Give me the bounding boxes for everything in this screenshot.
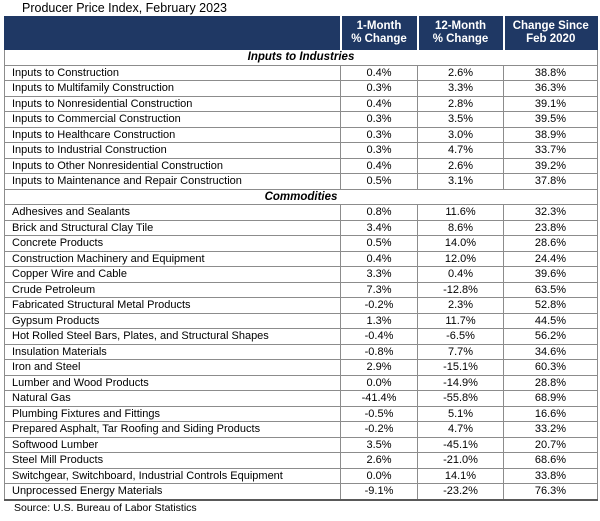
one-month-value: 0.3% [341, 112, 418, 128]
one-month-value: -41.4% [341, 391, 418, 407]
one-month-value: 3.4% [341, 220, 418, 236]
header-12-month-line2: % Change [432, 33, 489, 45]
twelve-month-value: 7.7% [418, 344, 504, 360]
table-row [5, 81, 598, 97]
table-row [5, 236, 598, 252]
table-row [5, 205, 598, 221]
change-since-feb-2020-value: 68.6% [504, 453, 598, 469]
change-since-feb-2020-value: 68.9% [504, 391, 598, 407]
table-row [5, 267, 598, 283]
header-1-month-line2: % Change [351, 33, 407, 45]
table-row [5, 158, 598, 174]
one-month-value: 0.4% [341, 158, 418, 174]
row-label: Iron and Steel [5, 360, 341, 376]
row-label: Plumbing Fixtures and Fittings [5, 406, 341, 422]
twelve-month-value: 11.6% [418, 205, 504, 221]
table-row [5, 127, 598, 143]
change-since-feb-2020-value: 39.2% [504, 158, 598, 174]
row-label: Adhesives and Sealants [5, 205, 341, 221]
change-since-feb-2020-value: 23.8% [504, 220, 598, 236]
twelve-month-value: 14.1% [418, 468, 504, 484]
one-month-value: 0.3% [341, 143, 418, 159]
row-label: Inputs to Healthcare Construction [5, 127, 341, 143]
change-since-feb-2020-value: 39.6% [504, 267, 598, 283]
table-row [5, 251, 598, 267]
table-row [5, 468, 598, 484]
twelve-month-value: -23.2% [418, 484, 504, 500]
twelve-month-value: 8.6% [418, 220, 504, 236]
twelve-month-value: 0.4% [418, 267, 504, 283]
one-month-value: -0.4% [341, 329, 418, 345]
table-row [5, 96, 598, 112]
twelve-month-value: 5.1% [418, 406, 504, 422]
twelve-month-value: 2.6% [418, 158, 504, 174]
change-since-feb-2020-value: 39.1% [504, 96, 598, 112]
one-month-value: 0.5% [341, 174, 418, 190]
source-note: Source: U.S. Bureau of Labor Statistics [14, 501, 197, 514]
table-row [5, 406, 598, 422]
change-since-feb-2020-value: 33.8% [504, 468, 598, 484]
table-header [5, 17, 598, 50]
twelve-month-value: -14.9% [418, 375, 504, 391]
change-since-feb-2020-value: 44.5% [504, 313, 598, 329]
twelve-month-value: 12.0% [418, 251, 504, 267]
section-heading-row [5, 50, 598, 66]
row-label: Inputs to Commercial Construction [5, 112, 341, 128]
row-label: Insulation Materials [5, 344, 341, 360]
one-month-value: 0.4% [341, 251, 418, 267]
section-heading-row [5, 189, 598, 205]
twelve-month-value: 3.0% [418, 127, 504, 143]
section-heading: Inputs to Industries [5, 50, 598, 66]
header-1-month-line1: 1-Month [356, 19, 402, 32]
row-label: Softwood Lumber [5, 437, 341, 453]
header-12-month [418, 17, 504, 50]
table-row [5, 329, 598, 345]
one-month-value: 3.5% [341, 437, 418, 453]
change-since-feb-2020-value: 56.2% [504, 329, 598, 345]
table-row [5, 360, 598, 376]
twelve-month-value: -12.8% [418, 282, 504, 298]
twelve-month-value: 4.7% [418, 143, 504, 159]
header-change-since-line1: Change Since [512, 19, 589, 32]
table-row [5, 174, 598, 190]
one-month-value: -0.8% [341, 344, 418, 360]
row-label: Construction Machinery and Equipment [5, 251, 341, 267]
twelve-month-value: 2.8% [418, 96, 504, 112]
twelve-month-value: 4.7% [418, 422, 504, 438]
row-label: Fabricated Structural Metal Products [5, 298, 341, 314]
twelve-month-value: 14.0% [418, 236, 504, 252]
row-label: Inputs to Nonresidential Construction [5, 96, 341, 112]
twelve-month-value: 3.5% [418, 112, 504, 128]
row-label: Copper Wire and Cable [5, 267, 341, 283]
change-since-feb-2020-value: 34.6% [504, 344, 598, 360]
change-since-feb-2020-value: 24.4% [504, 251, 598, 267]
one-month-value: 0.4% [341, 65, 418, 81]
twelve-month-value: 2.3% [418, 298, 504, 314]
table-body [5, 50, 598, 500]
change-since-feb-2020-value: 36.3% [504, 81, 598, 97]
change-since-feb-2020-value: 63.5% [504, 282, 598, 298]
change-since-feb-2020-value: 38.9% [504, 127, 598, 143]
one-month-value: 0.0% [341, 375, 418, 391]
change-since-feb-2020-value: 33.2% [504, 422, 598, 438]
change-since-feb-2020-value: 28.6% [504, 236, 598, 252]
row-label: Gypsum Products [5, 313, 341, 329]
one-month-value: 7.3% [341, 282, 418, 298]
one-month-value: 0.4% [341, 96, 418, 112]
row-label: Inputs to Multifamily Construction [5, 81, 341, 97]
table-row [5, 282, 598, 298]
table-row [5, 484, 598, 500]
twelve-month-value: -15.1% [418, 360, 504, 376]
twelve-month-value: -55.8% [418, 391, 504, 407]
row-label: Inputs to Maintenance and Repair Construction [5, 174, 341, 190]
table-row [5, 375, 598, 391]
change-since-feb-2020-value: 33.7% [504, 143, 598, 159]
one-month-value: 2.6% [341, 453, 418, 469]
row-label: Steel Mill Products [5, 453, 341, 469]
header-change-since-line2: Feb 2020 [526, 33, 576, 45]
twelve-month-value: 2.6% [418, 65, 504, 81]
row-label: Prepared Asphalt, Tar Roofing and Siding Products [5, 422, 341, 438]
one-month-value: 1.3% [341, 313, 418, 329]
table-row [5, 391, 598, 407]
one-month-value: 0.5% [341, 236, 418, 252]
one-month-value: 0.3% [341, 127, 418, 143]
row-label: Lumber and Wood Products [5, 375, 341, 391]
page-title: Producer Price Index, February 2023 [22, 1, 227, 15]
row-label: Hot Rolled Steel Bars, Plates, and Structural Shapes [5, 329, 341, 345]
row-label: Inputs to Construction [5, 65, 341, 81]
table-row [5, 65, 598, 81]
change-since-feb-2020-value: 32.3% [504, 205, 598, 221]
twelve-month-value: 3.1% [418, 174, 504, 190]
row-label: Unprocessed Energy Materials [5, 484, 341, 500]
row-label: Inputs to Other Nonresidential Construction [5, 158, 341, 174]
row-label: Natural Gas [5, 391, 341, 407]
one-month-value: 2.9% [341, 360, 418, 376]
change-since-feb-2020-value: 37.8% [504, 174, 598, 190]
one-month-value: 0.0% [341, 468, 418, 484]
table-row [5, 112, 598, 128]
change-since-feb-2020-value: 60.3% [504, 360, 598, 376]
change-since-feb-2020-value: 28.8% [504, 375, 598, 391]
table-row [5, 344, 598, 360]
change-since-feb-2020-value: 52.8% [504, 298, 598, 314]
table-row [5, 143, 598, 159]
table-row [5, 313, 598, 329]
twelve-month-value: -21.0% [418, 453, 504, 469]
one-month-value: -0.2% [341, 422, 418, 438]
row-label: Inputs to Industrial Construction [5, 143, 341, 159]
one-month-value: 0.8% [341, 205, 418, 221]
row-label: Switchgear, Switchboard, Industrial Controls Equipment [5, 468, 341, 484]
table-row [5, 220, 598, 236]
section-heading: Commodities [5, 189, 598, 205]
twelve-month-value: -6.5% [418, 329, 504, 345]
table-row [5, 453, 598, 469]
header-row [5, 17, 598, 50]
change-since-feb-2020-value: 20.7% [504, 437, 598, 453]
ppi-table [4, 16, 598, 501]
twelve-month-value: 3.3% [418, 81, 504, 97]
header-12-month-line1: 12-Month [434, 19, 487, 32]
twelve-month-value: -45.1% [418, 437, 504, 453]
change-since-feb-2020-value: 39.5% [504, 112, 598, 128]
change-since-feb-2020-value: 76.3% [504, 484, 598, 500]
twelve-month-value: 11.7% [418, 313, 504, 329]
one-month-value: 0.3% [341, 81, 418, 97]
one-month-value: -0.5% [341, 406, 418, 422]
one-month-value: -0.2% [341, 298, 418, 314]
row-label: Crude Petroleum [5, 282, 341, 298]
header-1-month [341, 17, 418, 50]
one-month-value: 3.3% [341, 267, 418, 283]
table-row [5, 298, 598, 314]
one-month-value: -9.1% [341, 484, 418, 500]
change-since-feb-2020-value: 38.8% [504, 65, 598, 81]
row-label: Brick and Structural Clay Tile [5, 220, 341, 236]
header-change-since-feb-2020 [504, 17, 598, 50]
table-row [5, 437, 598, 453]
change-since-feb-2020-value: 16.6% [504, 406, 598, 422]
row-label: Concrete Products [5, 236, 341, 252]
table-row [5, 422, 598, 438]
header-blank-cell [5, 17, 341, 50]
